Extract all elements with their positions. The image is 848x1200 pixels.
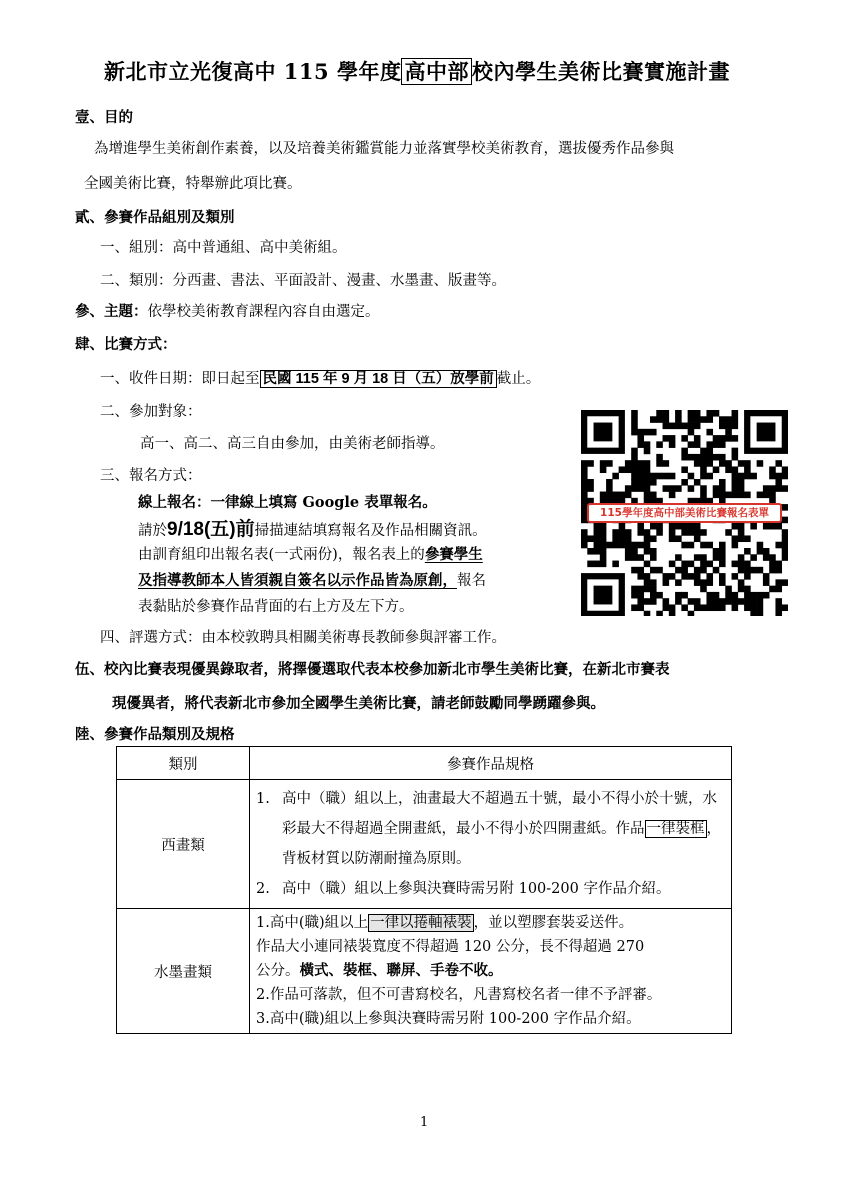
- title-post: 校內學生美術比賽實施計畫: [471, 59, 730, 84]
- western-spec-2: 高中（職）組以上參與決賽時需另附 100-200 字作品介紹。: [282, 881, 671, 897]
- title-boxed: 高中部: [401, 58, 472, 85]
- registration-deadline: 9/18(五)前: [167, 519, 255, 540]
- row-ink-spec: [250, 909, 732, 1034]
- header-category: 類別: [117, 747, 250, 780]
- spec-table: [116, 746, 732, 1034]
- ink-spec-line-4: 2.作品可落款，但不可書寫校名，凡書寫校名者一律不予評審。: [256, 987, 662, 1003]
- registration-line-4: [138, 569, 486, 590]
- ink-spec-line-5: 3.高中(職)組以上參與決賽時需另附 100-200 字作品介紹。: [256, 1011, 641, 1027]
- ink-spec-1-post: ，並以塑膠套裝妥送件。: [473, 915, 634, 931]
- list-number: 2.: [256, 881, 270, 897]
- ink-spec-line-3: [256, 959, 725, 983]
- section-1-line-1: 為增進學生美術創作素養，以及培養美術鑑賞能力並落實學校美術教育，選拔優秀作品參與: [94, 141, 674, 157]
- ink-spec-3-pre: 公分。: [256, 963, 300, 979]
- registration-line-2: [138, 514, 487, 541]
- registration-line-3-pre: 由訓育組印出報名表(一式兩份)，報名表上的: [138, 547, 425, 563]
- section-2-item-2: 二、類別：分西畫、書法、平面設計、漫畫、水墨畫、版畫等。: [100, 273, 506, 289]
- registration-line-5: 表黏貼於參賽作品背面的右上方及左下方。: [138, 599, 414, 615]
- registration-line-2-post: 掃描連結填寫報名及作品相關資訊。: [254, 523, 487, 539]
- registration-line-3: [138, 543, 483, 564]
- qr-caption: [587, 503, 782, 523]
- deadline-suffix: 截止。: [496, 371, 541, 387]
- deadline-label: 一、收件日期：即日起至: [100, 371, 260, 387]
- registration-line-4-bold: 及指導教師本人皆須親自簽名以示作品皆為原創，: [138, 572, 457, 589]
- deadline-box: 民國 115 年 9 月 18 日（五）放學前: [260, 370, 497, 388]
- ink-spec-3-bold: 橫式、裝框、聯屏、手卷不收。: [299, 962, 503, 979]
- section-4-item-1: [100, 367, 540, 388]
- western-spec-1-pre: 高中（職）組以上，油畫最大不超過五十號，最小不得小於十號，水彩最大不得超過全開畫紙，最小不得小於四開畫紙。作品: [282, 791, 717, 837]
- western-spec-1-post: ，背板材質以防潮耐撞為原則。: [282, 821, 721, 867]
- section-4-item-2-body: 高一、高二、高三自由參加，由美術老師指導。: [140, 436, 445, 452]
- table-row: [117, 909, 732, 1034]
- table-header-row: [117, 747, 732, 780]
- section-2-heading: 貳、參賽作品組別及類別: [75, 209, 235, 226]
- section-2-item-1: 一、組別：高中普通組、高中美術組。: [100, 240, 347, 256]
- section-3-body: 依學校美術教育課程內容自由選定。: [147, 304, 380, 320]
- section-5-line-1: 伍、校內比賽表現優異錄取者，將擇優選取代表本校參加新北市學生美術比賽，在新北市賽表: [75, 661, 670, 678]
- registration-line-2-pre: 請於: [138, 523, 167, 539]
- section-1-heading: 壹、目的: [75, 109, 133, 126]
- qr-caption-text: 115學年度高中部美術比賽報名表單: [600, 507, 769, 519]
- list-content: [282, 784, 725, 874]
- ink-spec-line-2: 作品大小連同裱裝寬度不得超過 120 公分，長不得超過 270: [256, 939, 645, 955]
- section-5-line-2: 現優異者，將代表新北市參加全國學生美術比賽，請老師鼓勵同學踴躍參與。: [112, 695, 605, 712]
- ink-spec-1-box: 一律以捲軸裱裝: [370, 915, 472, 931]
- row-western-category: 西畫類: [117, 780, 250, 909]
- table-row: [117, 780, 732, 909]
- ink-spec-1-pre: 1.高中(職)組以上: [256, 915, 369, 931]
- qr-code[interactable]: [581, 410, 788, 616]
- section-3-heading: 參、主題：: [75, 303, 148, 320]
- row-western-spec: [250, 780, 732, 909]
- section-3: [75, 300, 380, 321]
- list-item: [256, 784, 725, 874]
- section-4-item-4: 四、評選方式：由本校敦聘具相關美術專長教師參與評審工作。: [100, 630, 506, 646]
- section-6-heading: 陸、參賽作品類別及規格: [75, 726, 235, 743]
- page-title: [104, 56, 730, 86]
- section-4-heading: 肆、比賽方式：: [75, 336, 177, 353]
- section-4-item-2: 二、參加對象：: [100, 404, 202, 420]
- list-number: 1.: [256, 791, 270, 807]
- page-number: 1: [420, 1115, 429, 1130]
- registration-line-3-bold: 參賽學生: [424, 546, 483, 563]
- row-ink-category: 水墨畫類: [117, 909, 250, 1034]
- section-4-item-3: 三、報名方式：: [100, 468, 202, 484]
- western-spec-1-box: 一律裝框: [646, 821, 705, 837]
- header-spec: 參賽作品規格: [250, 747, 732, 780]
- registration-line-1: 線上報名：一律線上填寫 Google 表單報名。: [138, 494, 437, 511]
- ink-spec-line-1: [256, 911, 725, 935]
- list-item: [256, 874, 725, 904]
- registration-line-4-post: 報名: [457, 573, 486, 589]
- section-1-line-2: 全國美術比賽，特舉辦此項比賽。: [84, 176, 302, 192]
- title-pre: 新北市立光復高中 115 學年度: [104, 59, 402, 84]
